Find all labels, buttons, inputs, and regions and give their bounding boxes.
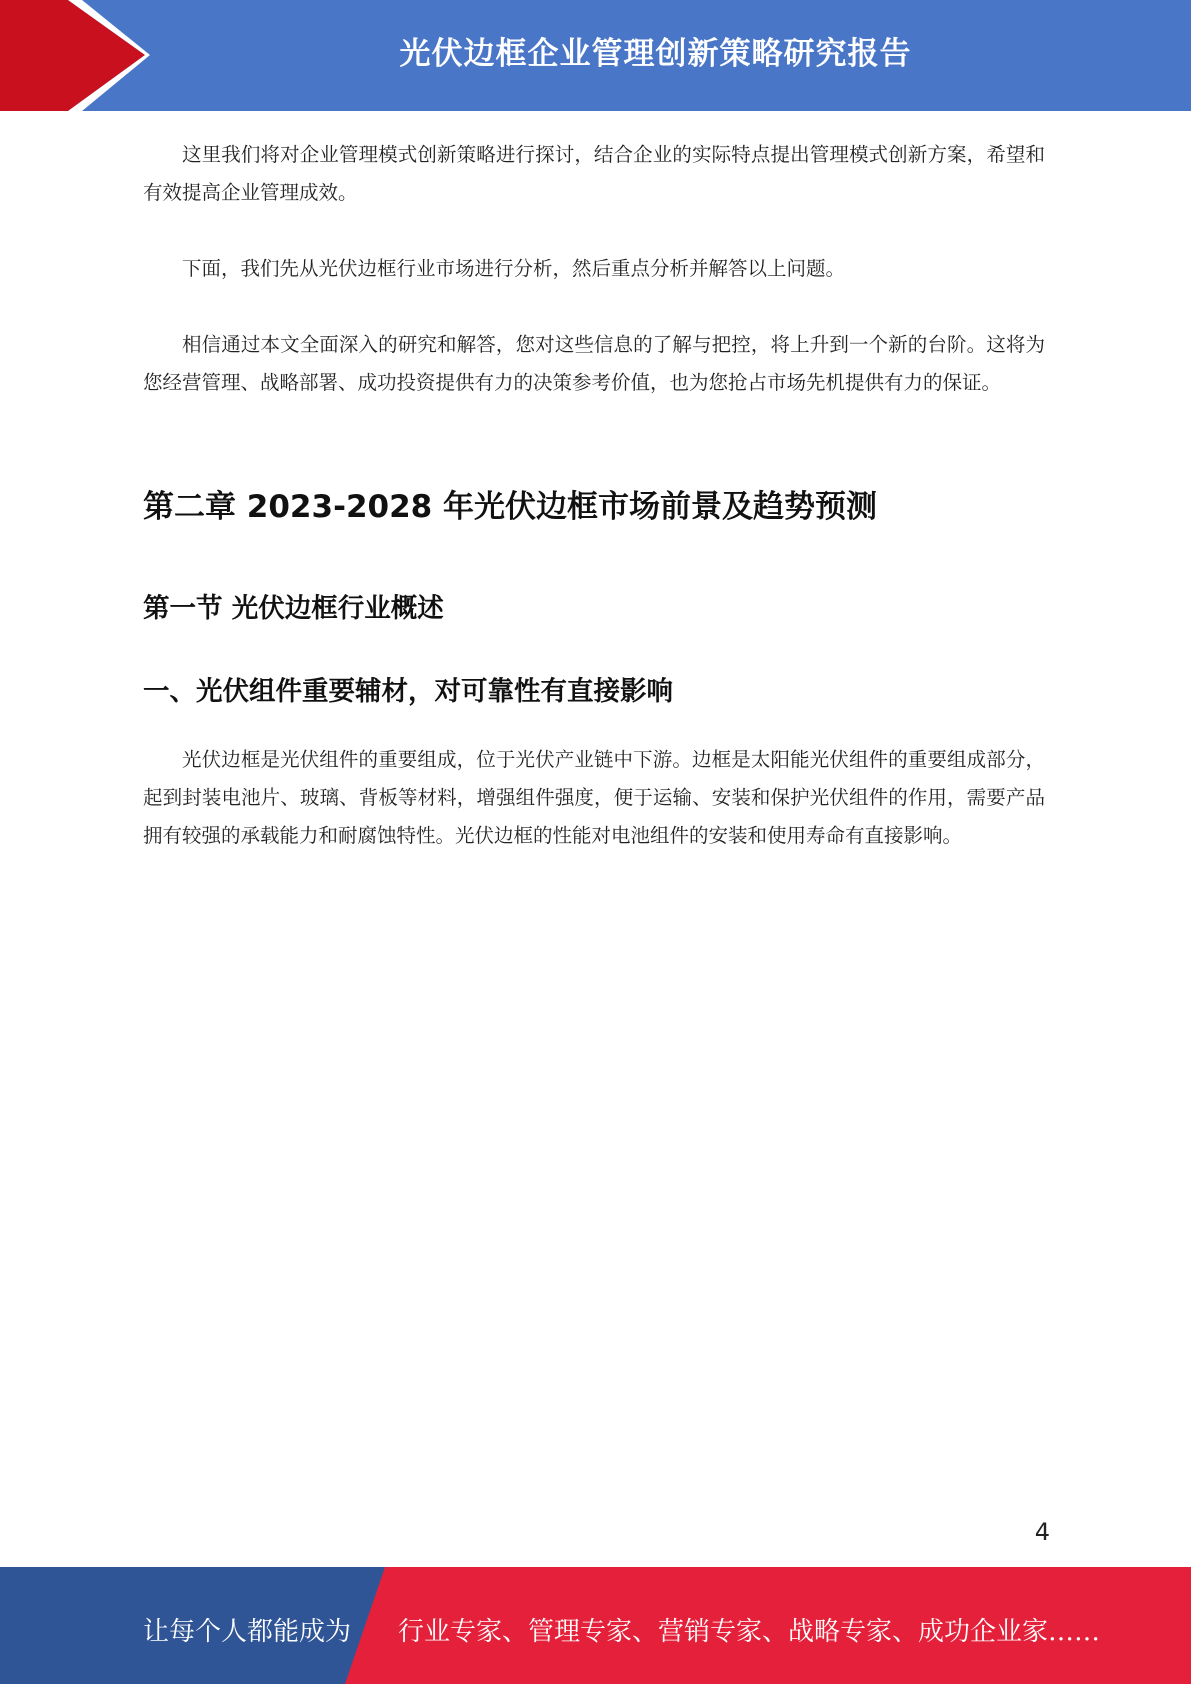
page-header — [0, 0, 1191, 111]
paragraph-analysis-plan: 下面，我们先从光伏边框行业市场进行分析，然后重点分析并解答以上问题。 — [182, 257, 846, 280]
page-number: 4 — [1034, 1518, 1050, 1546]
footer-slogan-right: 行业专家、管理专家、营销专家、战略专家、成功企业家…… — [398, 1617, 1101, 1647]
report-title: 光伏边框企业管理创新策略研究报告 — [399, 36, 912, 72]
paragraph-intro: 这里我们将对企业管理模式创新策略进行探讨，结合企业的实际特点提出管理模式创新方案，希望和有效提高企业管理成效。 — [143, 143, 1045, 204]
footer-slogan-left: 让每个人都能成为 — [143, 1617, 352, 1647]
paragraph-value: 相信通过本文全面深入的研究和解答，您对这些信息的了解与把控，将上升到一个新的台阶。这将为您经营管理、战略部署、成功投资提供有力的决策参考价值，也为您抢占市场先机提供有力的保证。 — [143, 333, 1045, 394]
subsection-heading: 一、光伏组件重要辅材，对可靠性有直接影响 — [143, 676, 673, 707]
chapter-heading: 第二章 2023-2028 年光伏边框市场前景及趋势预测 — [143, 489, 878, 525]
paragraph-frame-overview: 光伏边框是光伏组件的重要组成，位于光伏产业链中下游。边框是太阳能光伏组件的重要组成部分，起到封装电池片、玻璃、背板等材料，增强组件强度，便于运输、安装和保护光伏组件的作用，需要产品拥有较强的承载能力和耐腐蚀特性。光伏边框的性能对电池组件的安装和使用寿命有直接影响。 — [143, 748, 1045, 847]
page-footer — [0, 1567, 1191, 1684]
section-heading: 第一节 光伏边框行业概述 — [143, 593, 444, 624]
